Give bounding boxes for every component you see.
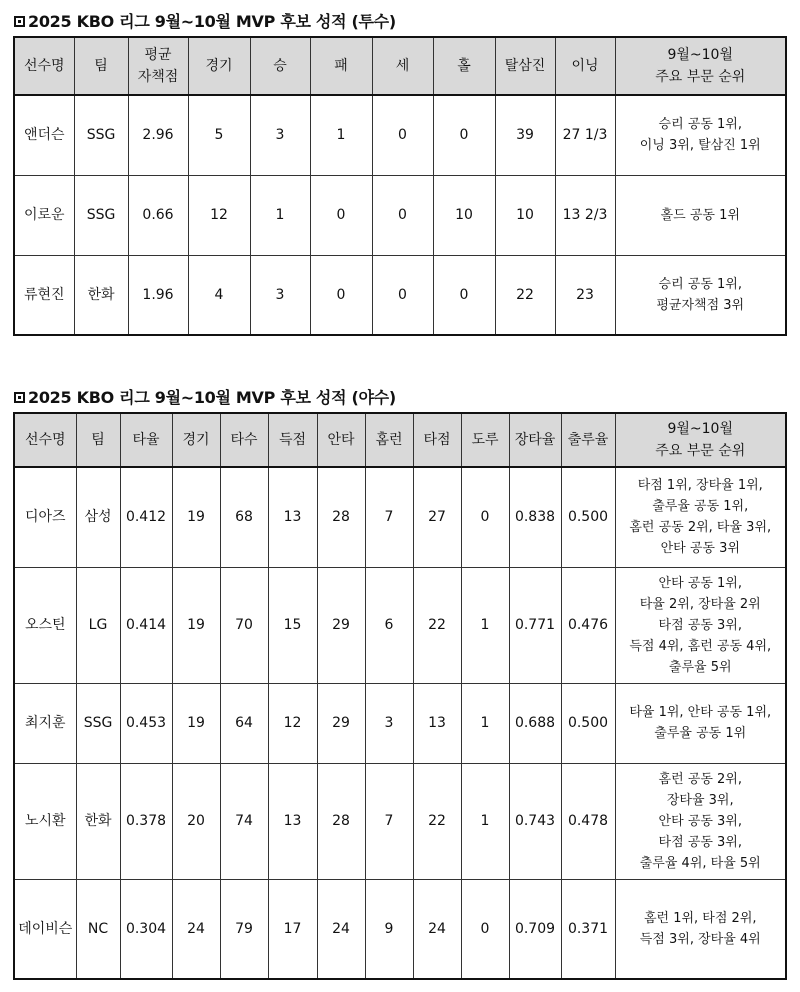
player-name: 디아즈 [14, 467, 76, 567]
stolen-bases: 1 [461, 567, 509, 683]
home-runs: 7 [365, 467, 413, 567]
rank-line: 평균자책점 3위 [656, 297, 745, 313]
slugging: 0.688 [509, 683, 561, 763]
holds: 0 [433, 255, 495, 335]
batting-avg: 0.453 [120, 683, 172, 763]
saves: 0 [372, 255, 433, 335]
column-header: 출루율 [561, 413, 615, 467]
rank-notes [615, 763, 786, 879]
wins: 1 [250, 175, 310, 255]
column-header: 경기 [188, 37, 250, 95]
column-header: 평균 자책점 [128, 37, 188, 95]
pitcher-section-title: 2025 KBO 리그 9월~10월 MVP 후보 성적 (투수) [14, 9, 396, 32]
strikeouts: 39 [495, 95, 555, 175]
on-base-pct: 0.371 [561, 879, 615, 979]
runs: 13 [268, 467, 317, 567]
player-name: 류현진 [14, 255, 74, 335]
player-name: 데이비슨 [14, 879, 76, 979]
rank-notes [615, 683, 786, 763]
column-header: 이닝 [555, 37, 615, 95]
batting-avg: 0.412 [120, 467, 172, 567]
column-header: 타율 [120, 413, 172, 467]
column-header: 9월~10월 주요 부문 순위 [615, 413, 786, 467]
rank-line: 안타 공동 3위 [660, 541, 740, 557]
games: 4 [188, 255, 250, 335]
at-bats: 68 [220, 467, 268, 567]
rank-line: 득점 3위, 장타율 4위 [639, 931, 761, 947]
rank-line: 출루율 5위 [668, 659, 732, 675]
slugging: 0.709 [509, 879, 561, 979]
stolen-bases: 0 [461, 879, 509, 979]
rank-notes [615, 879, 786, 979]
slugging: 0.743 [509, 763, 561, 879]
rank-line: 타점 1위, 장타율 1위, [637, 478, 763, 494]
player-name: 이로운 [14, 175, 74, 255]
rank-line: 득점 4위, 홈런 공동 4위, [629, 638, 772, 654]
strikeouts: 10 [495, 175, 555, 255]
rank-notes [615, 175, 786, 255]
home-runs: 9 [365, 879, 413, 979]
player-name: 오스틴 [14, 567, 76, 683]
rbi: 22 [413, 763, 461, 879]
games: 12 [188, 175, 250, 255]
home-runs: 7 [365, 763, 413, 879]
losses: 0 [310, 255, 372, 335]
team: SSG [74, 95, 128, 175]
rbi: 24 [413, 879, 461, 979]
holds: 0 [433, 95, 495, 175]
slugging: 0.838 [509, 467, 561, 567]
hits: 28 [317, 467, 365, 567]
rank-line: 출루율 공동 1위, [652, 499, 749, 515]
rbi: 22 [413, 567, 461, 683]
rank-line: 홈런 1위, 타점 2위, [643, 910, 757, 926]
team: 한화 [74, 255, 128, 335]
hits: 29 [317, 567, 365, 683]
team: LG [76, 567, 120, 683]
losses: 1 [310, 95, 372, 175]
rank-line: 홈런 공동 2위, 타율 3위, [629, 520, 772, 536]
holds: 10 [433, 175, 495, 255]
column-header: 득점 [268, 413, 317, 467]
at-bats: 79 [220, 879, 268, 979]
column-header: 팀 [76, 413, 120, 467]
at-bats: 64 [220, 683, 268, 763]
at-bats: 70 [220, 567, 268, 683]
table-row [14, 467, 786, 567]
column-header: 선수명 [14, 37, 74, 95]
column-header: 세 [372, 37, 433, 95]
team: NC [76, 879, 120, 979]
batting-avg: 0.304 [120, 879, 172, 979]
on-base-pct: 0.500 [561, 683, 615, 763]
runs: 17 [268, 879, 317, 979]
hits: 28 [317, 763, 365, 879]
column-header: 홈런 [365, 413, 413, 467]
rank-line: 타율 1위, 안타 공동 1위, [629, 705, 772, 720]
rbi: 13 [413, 683, 461, 763]
losses: 0 [310, 175, 372, 255]
table-row [14, 95, 786, 175]
home-runs: 3 [365, 683, 413, 763]
rank-notes [615, 567, 786, 683]
table-row [14, 255, 786, 335]
header-row [14, 37, 786, 95]
at-bats: 74 [220, 763, 268, 879]
player-name: 노시환 [14, 763, 76, 879]
column-header: 경기 [172, 413, 220, 467]
rank-line: 타점 공동 3위, [658, 617, 742, 633]
column-header: 패 [310, 37, 372, 95]
rank-line: 출루율 4위, 타율 5위 [639, 855, 761, 871]
innings: 27 1/3 [555, 95, 615, 175]
rank-line: 안타 공동 3위, [658, 813, 742, 829]
stolen-bases: 0 [461, 467, 509, 567]
games: 19 [172, 567, 220, 683]
stolen-bases: 1 [461, 763, 509, 879]
games: 24 [172, 879, 220, 979]
era: 0.66 [128, 175, 188, 255]
header-row [14, 413, 786, 467]
column-header: 타수 [220, 413, 268, 467]
rank-notes [615, 467, 786, 567]
on-base-pct: 0.476 [561, 567, 615, 683]
column-header: 승 [250, 37, 310, 95]
table-row [14, 567, 786, 683]
batter-stats-table [13, 412, 787, 980]
hits: 24 [317, 879, 365, 979]
rank-line: 홈런 공동 2위, [658, 771, 742, 787]
wins: 3 [250, 255, 310, 335]
batting-avg: 0.414 [120, 567, 172, 683]
innings: 13 2/3 [555, 175, 615, 255]
rank-line: 타율 2위, 장타율 2위 [639, 596, 761, 612]
rank-line: 장타율 3위, [666, 792, 734, 808]
rank-line: 승리 공동 1위, [658, 276, 742, 292]
era: 2.96 [128, 95, 188, 175]
player-name: 최지훈 [14, 683, 76, 763]
table-row [14, 175, 786, 255]
column-header: 선수명 [14, 413, 76, 467]
square-bullet-icon [14, 392, 25, 403]
team: SSG [76, 683, 120, 763]
column-header: 탈삼진 [495, 37, 555, 95]
stolen-bases: 1 [461, 683, 509, 763]
rank-line: 안타 공동 1위, [658, 575, 742, 591]
column-header: 9월~10월 주요 부문 순위 [615, 37, 786, 95]
innings: 23 [555, 255, 615, 335]
team: SSG [74, 175, 128, 255]
team: 삼성 [76, 467, 120, 567]
runs: 12 [268, 683, 317, 763]
column-header: 도루 [461, 413, 509, 467]
games: 19 [172, 467, 220, 567]
games: 20 [172, 763, 220, 879]
home-runs: 6 [365, 567, 413, 683]
rbi: 27 [413, 467, 461, 567]
rank-line: 이닝 3위, 탈삼진 1위 [639, 138, 761, 154]
square-bullet-icon [14, 16, 25, 27]
runs: 13 [268, 763, 317, 879]
column-header: 홀 [433, 37, 495, 95]
runs: 15 [268, 567, 317, 683]
table-row [14, 763, 786, 879]
rank-line: 승리 공동 1위, [658, 117, 742, 133]
table-row [14, 683, 786, 763]
rank-line: 출루율 공동 1위 [654, 726, 747, 741]
strikeouts: 22 [495, 255, 555, 335]
column-header: 팀 [74, 37, 128, 95]
era: 1.96 [128, 255, 188, 335]
column-header: 장타율 [509, 413, 561, 467]
slugging: 0.771 [509, 567, 561, 683]
hits: 29 [317, 683, 365, 763]
pitcher-stats-table [13, 36, 787, 336]
team: 한화 [76, 763, 120, 879]
rank-notes [615, 255, 786, 335]
saves: 0 [372, 95, 433, 175]
batting-avg: 0.378 [120, 763, 172, 879]
player-name: 앤더슨 [14, 95, 74, 175]
column-header: 안타 [317, 413, 365, 467]
table-row [14, 879, 786, 979]
games: 19 [172, 683, 220, 763]
wins: 3 [250, 95, 310, 175]
column-header: 타점 [413, 413, 461, 467]
rank-line: 홀드 공동 1위 [660, 207, 740, 223]
batter-section-title: 2025 KBO 리그 9월~10월 MVP 후보 성적 (야수) [14, 385, 396, 408]
saves: 0 [372, 175, 433, 255]
on-base-pct: 0.500 [561, 467, 615, 567]
rank-line: 타점 공동 3위, [658, 834, 742, 850]
rank-notes [615, 95, 786, 175]
on-base-pct: 0.478 [561, 763, 615, 879]
games: 5 [188, 95, 250, 175]
